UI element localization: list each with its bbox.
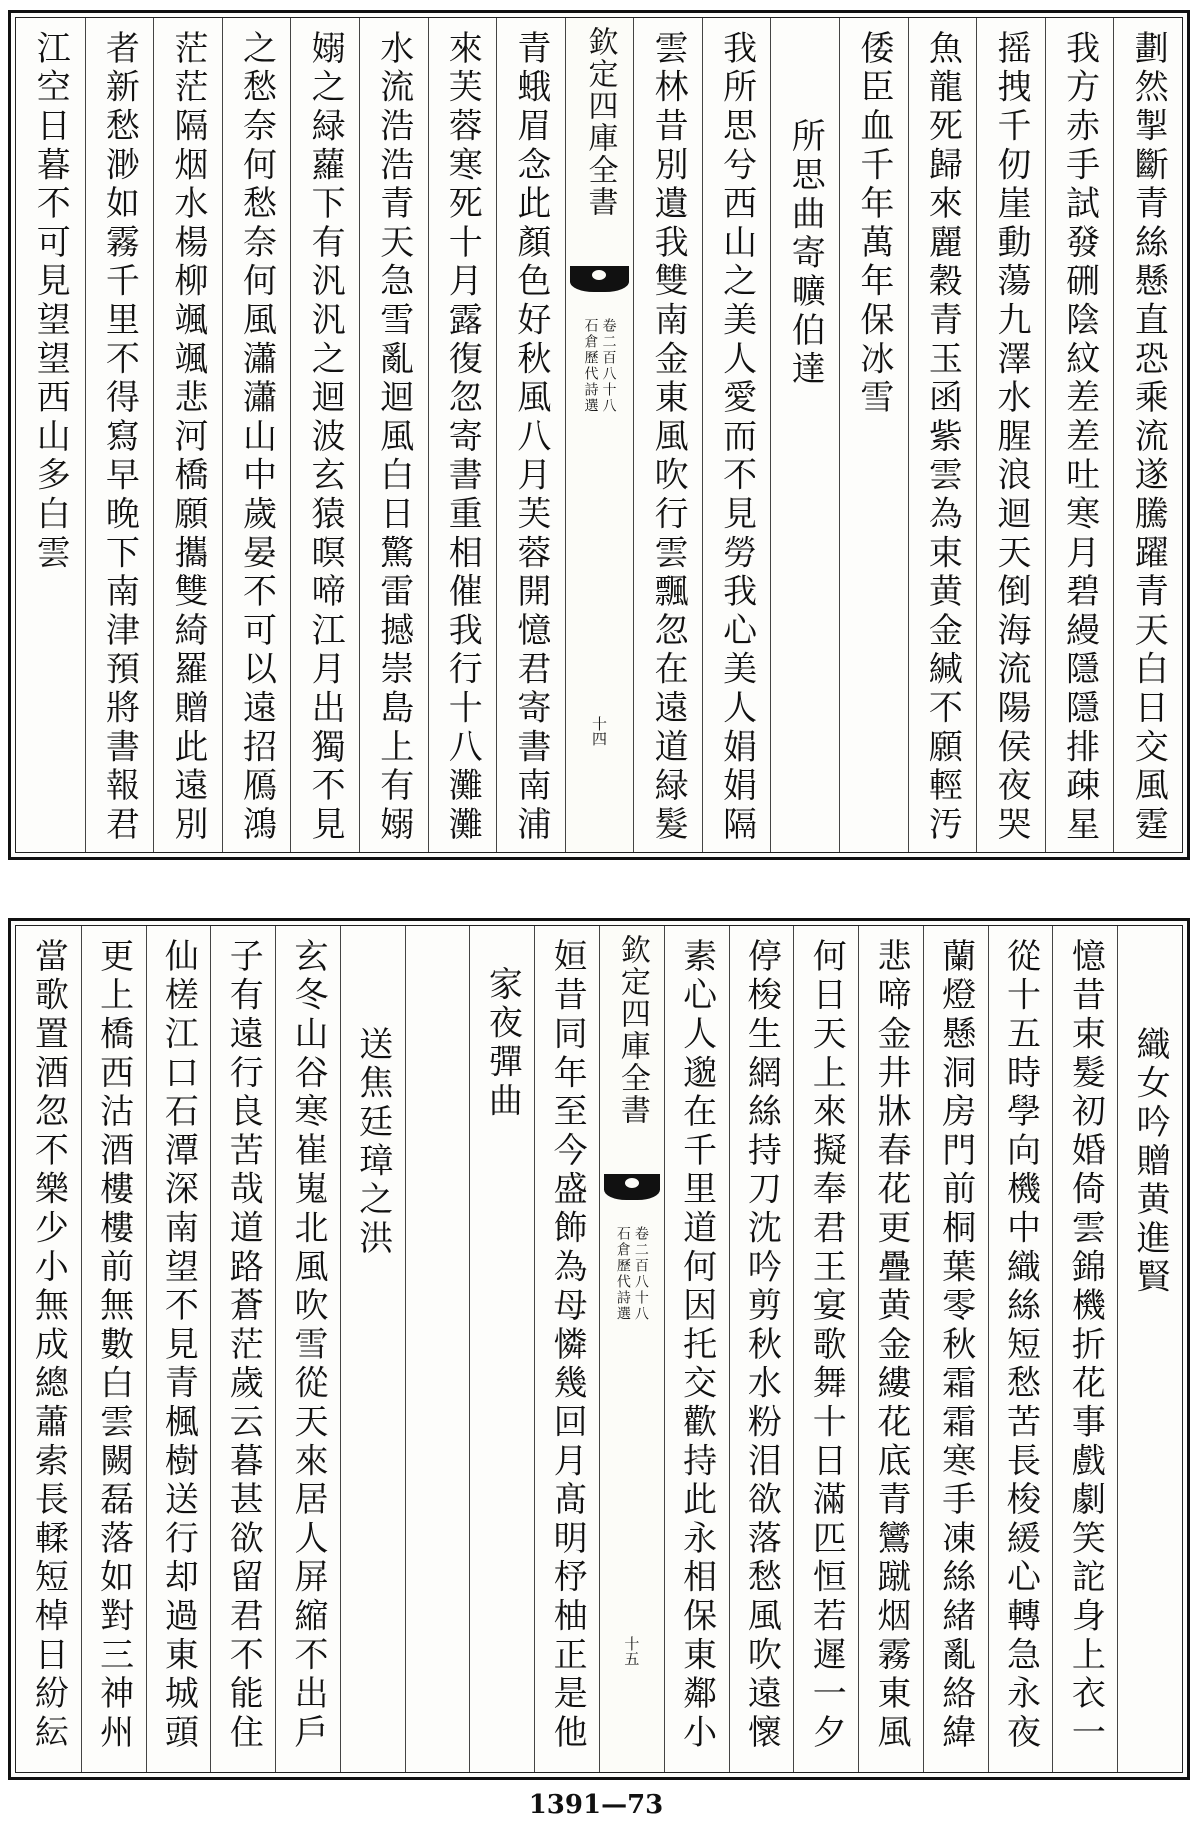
text-column — [1113, 18, 1182, 852]
text-column — [534, 926, 599, 1772]
text-column — [729, 926, 794, 1772]
text-line: 更上橋西沽酒樓樓前無數白雲闕磊落如對三神州 — [93, 938, 134, 1753]
text-column — [16, 18, 85, 852]
text-column — [702, 18, 771, 852]
volume-label — [583, 318, 615, 414]
volume-label-line: 石倉歷代詩選 — [614, 1226, 631, 1322]
text-column — [1052, 926, 1117, 1772]
poem-title: 所思曲寄曠伯達 — [785, 118, 826, 390]
text-column — [222, 18, 291, 852]
volume-label — [616, 1226, 648, 1322]
top-page — [8, 10, 1190, 860]
text-line: 停梭生網絲持刀沈吟剪秋水粉泪欲落愁風吹遠懷 — [741, 938, 782, 1753]
text-line: 素心人邈在千里道何因托交歡持此永相保東鄰小 — [676, 938, 717, 1753]
text-column — [923, 926, 988, 1772]
text-column — [275, 926, 340, 1772]
bottom-page — [8, 918, 1190, 1780]
text-column — [988, 926, 1053, 1772]
text-column — [153, 18, 222, 852]
poem-title-column — [1117, 926, 1182, 1772]
text-column — [359, 18, 428, 852]
text-line: 何日天上來擬奉君王宴歌舞十日滿匹恒若遲一夕 — [806, 938, 847, 1753]
poem-title-column — [770, 18, 839, 852]
text-line: 魚龍死歸來麗穀青玉函紫雲為束黄金緘不願輕汚 — [922, 30, 963, 845]
text-line: 來芙蓉寒死十月露復忽寄書重相催我行十八灘灘 — [442, 30, 483, 845]
text-column — [976, 18, 1045, 852]
volume-label-line: 石倉歷代詩選 — [582, 318, 599, 414]
poem-title: 織女吟贈黄進賢 — [1130, 1026, 1171, 1298]
bottom-page-columns — [15, 925, 1183, 1773]
text-column — [428, 18, 497, 852]
text-line: 青蛾眉念此顏色好秋風八月芙蓉開憶君寄書南浦 — [510, 30, 551, 845]
leaf-number: 十四 — [589, 716, 608, 746]
poem-title: 送焦廷璋之洪 — [352, 1026, 393, 1259]
text-line: 子有遠行良苦哉道路蒼茫歲云暮甚欲留君不能住 — [223, 938, 264, 1753]
text-column — [1045, 18, 1114, 852]
text-line: 倭臣血千年萬年保冰雪 — [853, 30, 894, 418]
text-line: 我方赤手試發硎陰紋差差吐寒月碧縵隱隱排疎星 — [1059, 30, 1100, 845]
text-line: 江空日暮不可見望望西山多白雲 — [30, 30, 71, 574]
text-line: 水流浩浩青天急雪亂迴風白日驚雷撼崇島上有嫋 — [373, 30, 414, 845]
text-column — [908, 18, 977, 852]
text-column — [81, 926, 146, 1772]
text-column — [793, 926, 858, 1772]
book-title: 欽定四庫全書 — [582, 26, 618, 218]
text-column — [496, 18, 565, 852]
text-line: 玄冬山谷寒崔嵬北風吹雪從天來居人屏縮不出戶 — [287, 938, 328, 1753]
text-line: 茫茫隔烟水楊柳颯颯悲河橋願攜雙綺羅贈此遠別 — [167, 30, 208, 845]
text-line: 之愁奈何愁奈何風瀟瀟山中歲晏不可以遠招鴈鴻 — [236, 30, 277, 845]
poem-title-column — [340, 926, 405, 1772]
leaf-number: 十五 — [622, 1636, 641, 1666]
reel-page-number: 1391—73 — [528, 1790, 664, 1820]
text-line: 憶昔束髮初婚倚雲錦機折花事戲劇笑詑身上衣一 — [1065, 938, 1106, 1753]
text-line: 當歌置酒忽不樂少小無成總蕭索長輮短棹日紛紜 — [28, 938, 69, 1753]
text-line: 姮昔同年至今盛飾為母憐幾回月髙明杼柚正是他 — [547, 938, 588, 1753]
text-column — [85, 18, 154, 852]
text-column — [210, 926, 275, 1772]
text-line: 劃然掣斷青絲懸直恐乘流遂騰躍青天白日交風霆 — [1128, 30, 1169, 845]
text-line: 蘭燈懸洞房門前桐葉零秋霜霜寒手凍絲緒亂絡緯 — [935, 938, 976, 1753]
text-line: 摇拽千仞崖動蕩九澤水腥浪迴天倒海流陽侯夜哭 — [991, 30, 1032, 845]
volume-label-line: 卷二百八十八 — [632, 1226, 649, 1322]
top-page-columns — [15, 17, 1183, 853]
text-column — [290, 18, 359, 852]
poem-title-column — [469, 926, 534, 1772]
text-column — [16, 926, 81, 1772]
text-column — [858, 926, 923, 1772]
volume-label-line: 卷二百八十八 — [600, 318, 617, 414]
text-line: 悲啼金井牀春花更疊黄金縷花底青鸞蹴烟霧東風 — [870, 938, 911, 1753]
text-column — [839, 18, 908, 852]
poem-title: 家夜彈曲 — [482, 966, 523, 1122]
text-line: 者新愁渺如霧千里不得寫早晚下南津預將書報君 — [99, 30, 140, 845]
fish-tail-mark — [570, 266, 630, 292]
text-column — [146, 926, 211, 1772]
text-line: 嫋之緑蘿下有汎汎之迴波玄猿暝啼江月出獨不見 — [305, 30, 346, 845]
text-line: 我所思兮西山之美人愛而不見勞我心美人娟娟隔 — [716, 30, 757, 845]
text-column — [405, 926, 470, 1772]
text-column — [633, 18, 702, 852]
text-line: 從十五時學向機中織絲短愁苦長梭緩心轉急永夜 — [1000, 938, 1041, 1753]
text-line: 雲林昔別遺我雙南金東風吹行雲飄忽在遠道緑髮 — [648, 30, 689, 845]
center-fold-column — [565, 18, 634, 852]
text-line: 仙槎江口石潭深南望不見青楓樹送行却過東城頭 — [158, 938, 199, 1753]
fish-tail-mark — [604, 1174, 660, 1200]
center-fold-column — [599, 926, 664, 1772]
book-title: 欽定四庫全書 — [614, 934, 650, 1126]
text-column — [664, 926, 729, 1772]
